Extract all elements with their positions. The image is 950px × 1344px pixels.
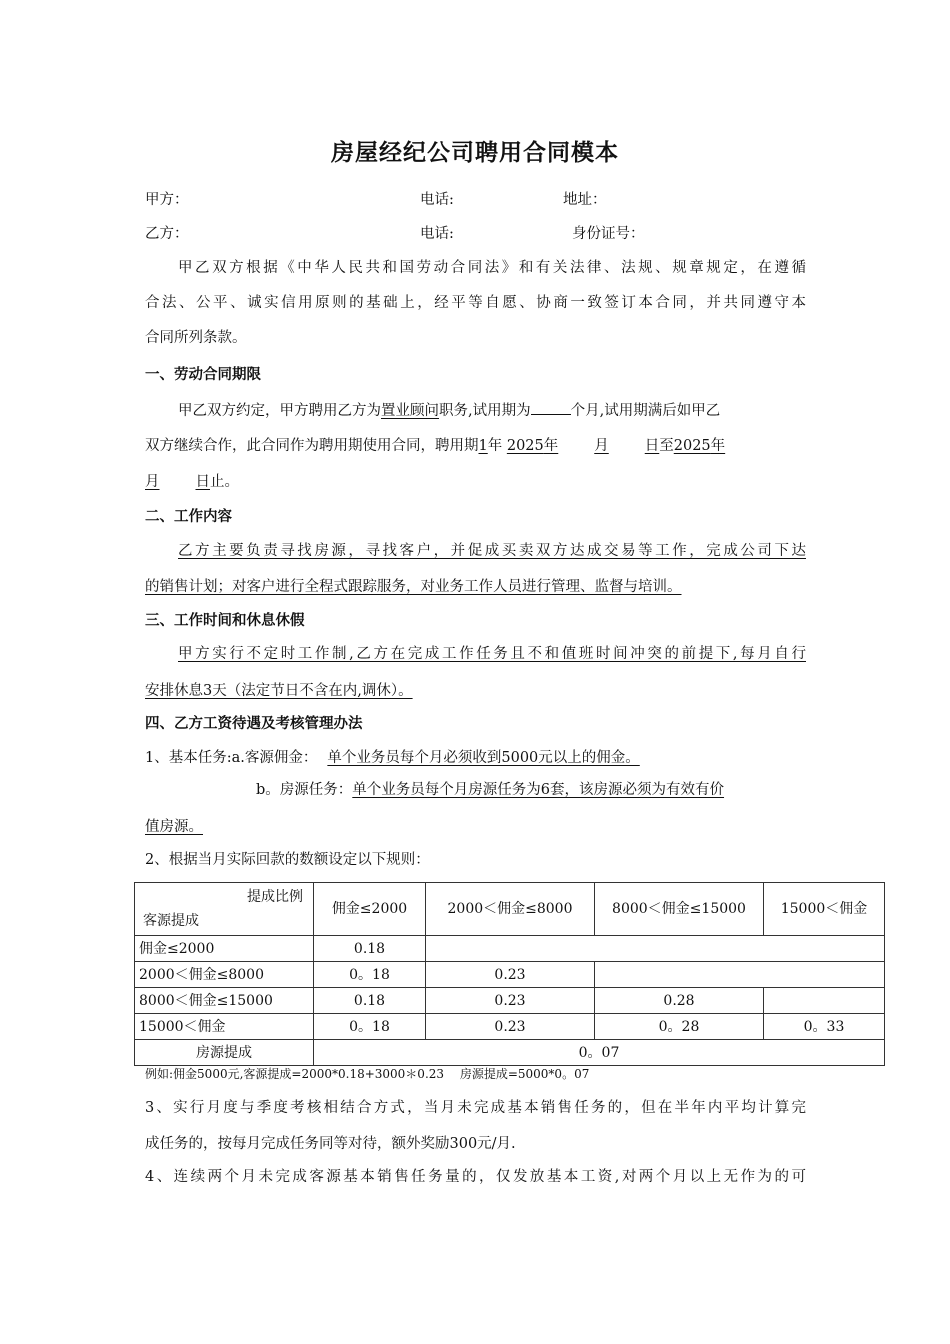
to-char: 至 (659, 438, 674, 454)
party-b-phone-label: 电话: (420, 226, 454, 242)
column-header: 8000＜佣金≤15000 (595, 883, 764, 936)
intro-line-2: 合法、公平、诚实信用原则的基础上，经平等自愿、协商一致签订本合同，并共同遵守本 (145, 295, 806, 311)
corner-bottom-label: 客源提成 (143, 913, 199, 929)
end-date (145, 474, 210, 490)
task-b-text: 单个业务员每个月房源任务为6套，该房源必须为有效有价 (352, 782, 725, 798)
end-day-char: 日 (195, 474, 210, 490)
probation-months-blank[interactable] (531, 400, 571, 415)
column-header: 2000＜佣金≤8000 (426, 883, 595, 936)
rate-cell: 0。33 (764, 1014, 885, 1040)
task-a-text: 单个业务员每个月必须收到5000元以上的佣金。 (327, 750, 640, 766)
row-label: 8000＜佣金≤15000 (135, 988, 314, 1014)
row-label: 15000＜佣金 (135, 1014, 314, 1040)
rate-cell: 0.28 (595, 988, 764, 1014)
s1-text-a: 甲乙双方约定，甲方聘用乙方为 (178, 403, 381, 419)
corner-top-label: 提成比例 (247, 889, 303, 905)
table-row (135, 962, 885, 988)
s1-text-d: 双方继续合作，此合同作为聘用期使用合同，聘用期 (145, 438, 479, 454)
column-header: 15000＜佣金 (764, 883, 885, 936)
row-label: 2000＜佣金≤8000 (135, 962, 314, 988)
section-2-heading: 二、工作内容 (145, 509, 232, 525)
page-title: 房屋经纪公司聘用合同模本 (331, 140, 619, 166)
empty-cell (426, 936, 885, 962)
rate-cell: 0。28 (595, 1014, 764, 1040)
task-a-prefix: 1、基本任务:a.客源佣金： (145, 750, 318, 766)
table-row (135, 988, 885, 1014)
year-unit: 年 (487, 438, 503, 454)
section-1-line-1 (178, 400, 720, 421)
start-year: 2025 (506, 438, 544, 454)
section-1-line-3 (145, 472, 239, 492)
position-value: 置业顾问 (381, 403, 439, 419)
rate-cell: 0.23 (426, 1014, 595, 1040)
table-corner-cell (135, 883, 314, 936)
term-years: 1 (478, 438, 488, 454)
party-a-phone-label: 电话: (420, 192, 454, 208)
start-day-char: 日 (644, 438, 660, 454)
start-month-char: 月 (594, 438, 609, 454)
intro-line-1: 甲乙双方根据《中华人民共和国劳动合同法》和有关法律、法规、规章规定，在遵循 (178, 260, 806, 276)
rate-cell: 0.18 (314, 936, 426, 962)
party-b-label: 乙方： (145, 226, 189, 242)
section-2-line-2: 的销售计划；对客户进行全程式跟踪服务，对业务工作人员进行管理、监督与培训。 (145, 579, 682, 595)
table-row-listing (135, 1040, 885, 1066)
rule-intro: 2、根据当月实际回款的数额设定以下规则： (145, 852, 430, 868)
section-3-heading: 三、工作时间和休息休假 (145, 613, 305, 629)
example-note: 例如:佣金5000元,客源提成=2000*0.18+3000＊0.23 房源提成=5000*0。07 (145, 1067, 590, 1081)
table-row (135, 1014, 885, 1040)
section-2-line-1: 乙方主要负责寻找房源，寻找客户，并促成买卖双方达成交易等工作，完成公司下达 (178, 543, 806, 559)
s1-text-b: 职务,试用期为 (439, 403, 531, 419)
rate-cell: 0.23 (426, 988, 595, 1014)
commission-table (134, 882, 885, 1066)
intro-line-3: 合同所列条款。 (145, 330, 247, 346)
s1-text-c: 个月,试用期满后如甲乙 (570, 403, 721, 419)
section-1-line-2 (145, 436, 725, 456)
item-3-line-2: 成任务的，按每月完成任务同等对待，额外奖励300元/月. (145, 1136, 516, 1152)
table-row (135, 936, 885, 962)
party-a-address-label: 地址： (563, 192, 607, 208)
task-b-prefix: b。房源任务： (256, 782, 353, 798)
item-4-line-1: 4、连续两个月未完成客源基本销售任务量的，仅发放基本工资,对两个月以上无作为的可 (145, 1169, 806, 1185)
end-month-char: 月 (145, 474, 160, 490)
task-b-line-2: 值房源。 (145, 819, 203, 835)
empty-cell (764, 988, 885, 1014)
listing-label: 房源提成 (135, 1040, 314, 1066)
item-3-line-1: 3、实行月度与季度考核相结合方式，当月未完成基本销售任务的，但在半年内平均计算完 (145, 1100, 806, 1116)
empty-cell (595, 962, 885, 988)
row-label: 佣金≤2000 (135, 936, 314, 962)
end-suffix: 止。 (210, 474, 239, 490)
section-4-heading: 四、乙方工资待遇及考核管理办法 (145, 716, 363, 732)
rate-cell: 0.23 (426, 962, 595, 988)
start-year-char: 年 (543, 438, 559, 454)
rate-cell: 0.18 (314, 988, 426, 1014)
rate-cell: 0。18 (314, 1014, 426, 1040)
task-a-line (145, 748, 640, 768)
end-year (674, 438, 725, 454)
party-a-label: 甲方： (145, 192, 189, 208)
task-b-line (256, 780, 806, 800)
end-year-value: 2025 (673, 438, 711, 454)
start-date (507, 438, 659, 454)
party-b-id-label: 身份证号： (572, 226, 645, 242)
end-year-char: 年 (710, 438, 726, 454)
rate-cell: 0。18 (314, 962, 426, 988)
table-header-row (135, 883, 885, 936)
column-header: 佣金≤2000 (314, 883, 426, 936)
listing-value: 0。07 (314, 1040, 885, 1066)
section-3-line-2: 安排休息3天（法定节日不含在内,调休）。 (145, 683, 413, 699)
section-1-heading: 一、劳动合同期限 (145, 367, 261, 383)
section-3-line-1: 甲方实行不定时工作制,乙方在完成工作任务且不和值班时间冲突的前提下,每月自行 (178, 646, 806, 662)
